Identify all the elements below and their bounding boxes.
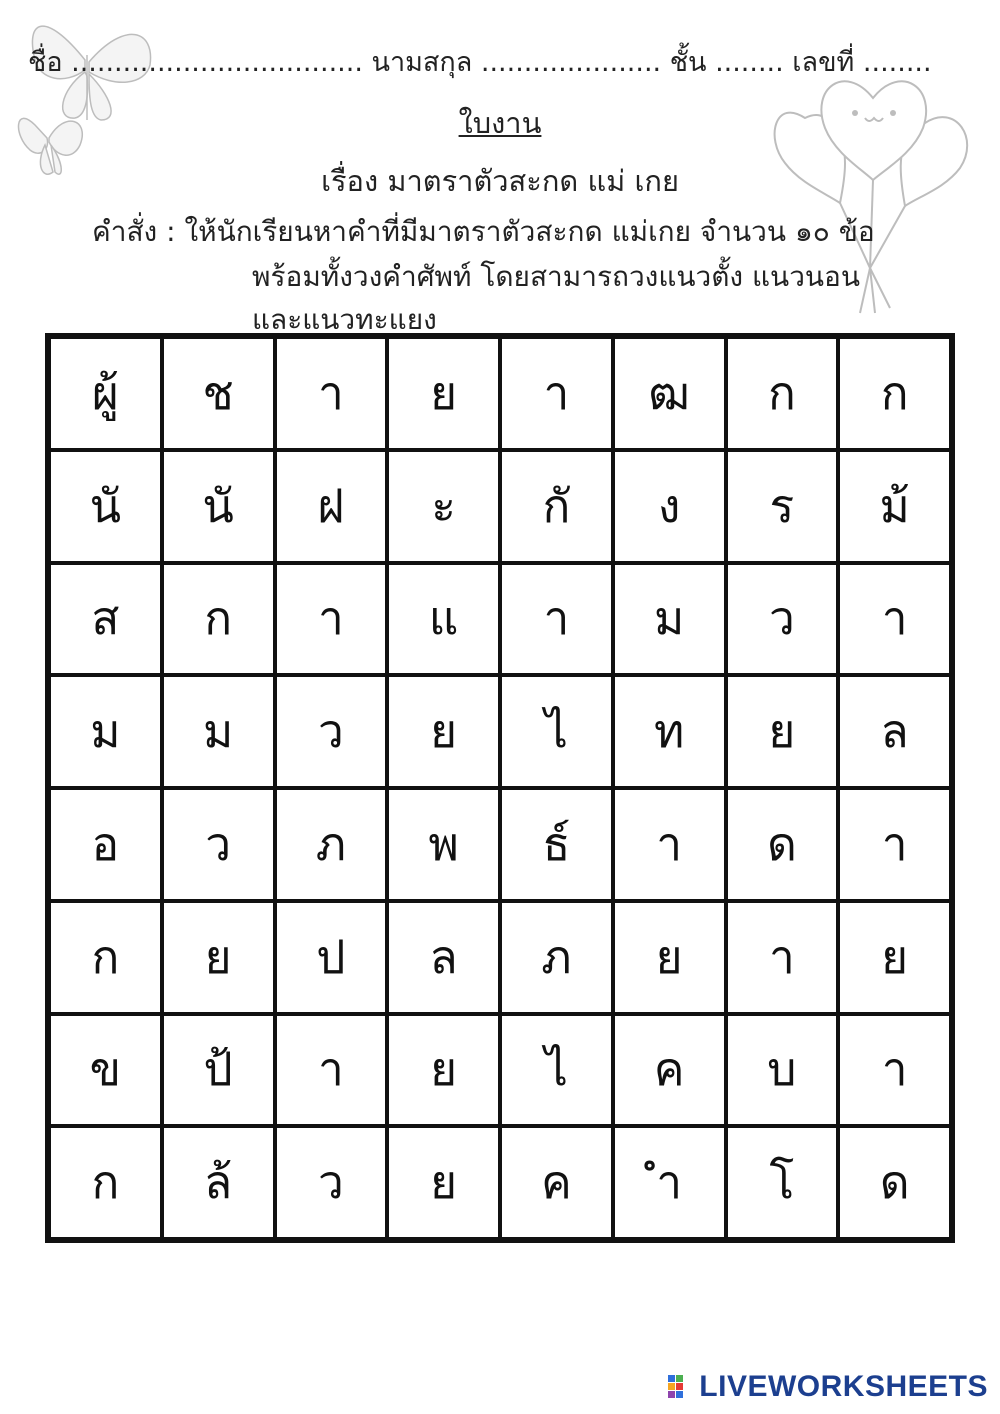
grid-cell[interactable]: า bbox=[613, 788, 726, 901]
grid-cell[interactable]: ป้ bbox=[162, 1014, 275, 1127]
grid-cell[interactable]: า bbox=[275, 337, 388, 450]
grid-cell[interactable]: ย bbox=[162, 901, 275, 1014]
brand-name: LIVEWORKSHEETS bbox=[699, 1370, 988, 1403]
grid-cell[interactable]: ข bbox=[49, 1014, 162, 1127]
grid-cell[interactable]: กั bbox=[500, 450, 613, 563]
grid-cell[interactable]: ป bbox=[275, 901, 388, 1014]
instruction-line-3: และแนวทะแยง bbox=[252, 303, 437, 336]
grid-cell[interactable]: ว bbox=[162, 788, 275, 901]
grid-cell[interactable]: ล้ bbox=[162, 1126, 275, 1239]
grid-cell[interactable]: ค bbox=[500, 1126, 613, 1239]
grid-cell[interactable]: ย bbox=[387, 1014, 500, 1127]
grid-cell[interactable]: า bbox=[275, 563, 388, 676]
grid-cell[interactable]: า bbox=[838, 563, 951, 676]
grid-cell[interactable]: ว bbox=[275, 675, 388, 788]
grid-cell[interactable]: า bbox=[838, 788, 951, 901]
grid-cell[interactable]: า bbox=[500, 563, 613, 676]
grid-cell[interactable]: ว bbox=[726, 563, 839, 676]
grid-cell[interactable]: า bbox=[726, 901, 839, 1014]
grid-cell[interactable]: นั bbox=[49, 450, 162, 563]
grid-cell[interactable]: แ bbox=[387, 563, 500, 676]
grid-cell[interactable]: อ bbox=[49, 788, 162, 901]
page-title: ใบงาน bbox=[458, 106, 542, 140]
grid-cell[interactable]: ล bbox=[387, 901, 500, 1014]
grid-cell[interactable]: า bbox=[275, 1014, 388, 1127]
grid-cell[interactable]: ล bbox=[838, 675, 951, 788]
grid-cell[interactable]: ฒ bbox=[613, 337, 726, 450]
grid-cell[interactable]: ว bbox=[275, 1126, 388, 1239]
grid-cell[interactable]: บ bbox=[726, 1014, 839, 1127]
student-info-line: ชื่อ .................................. นามสกุล ..................... ชั้น ........ เลขที่ ........ bbox=[28, 47, 932, 78]
grid-cell[interactable]: ไ bbox=[500, 1014, 613, 1127]
grid-cell[interactable]: ช bbox=[162, 337, 275, 450]
grid-cell[interactable]: โ bbox=[726, 1126, 839, 1239]
grid-cell[interactable]: ภ bbox=[275, 788, 388, 901]
grid-cell[interactable]: ร bbox=[726, 450, 839, 563]
instruction-line-1: คำสั่ง : ให้นักเรียนหาคำที่มีมาตราตัวสะกด แม่เกย จำนวน ๑๐ ข้อ bbox=[92, 215, 875, 248]
grid-cell[interactable]: ฝ bbox=[275, 450, 388, 563]
grid-cell[interactable]: นั bbox=[162, 450, 275, 563]
grid-cell[interactable]: ำ bbox=[613, 1126, 726, 1239]
grid-cell[interactable]: ก bbox=[838, 337, 951, 450]
grid-cell[interactable]: ก bbox=[726, 337, 839, 450]
grid-cell[interactable]: ย bbox=[838, 901, 951, 1014]
grid-cell[interactable]: ง bbox=[613, 450, 726, 563]
grid-cell[interactable]: ก bbox=[162, 563, 275, 676]
grid-cell[interactable]: ท bbox=[613, 675, 726, 788]
grid-cell[interactable]: ผู้ bbox=[49, 337, 162, 450]
grid-cell[interactable]: ไ bbox=[500, 675, 613, 788]
subject-heading: เรื่อง มาตราตัวสะกด แม่ เกย bbox=[321, 164, 679, 198]
grid-cell[interactable]: พ bbox=[387, 788, 500, 901]
grid-cell[interactable]: ด bbox=[838, 1126, 951, 1239]
grid-cell[interactable]: ส bbox=[49, 563, 162, 676]
grid-cell[interactable]: ย bbox=[387, 1126, 500, 1239]
grid-cell[interactable]: ย bbox=[726, 675, 839, 788]
grid-cell[interactable]: า bbox=[500, 337, 613, 450]
grid-cell[interactable]: ะ bbox=[387, 450, 500, 563]
grid-cell[interactable]: ม bbox=[49, 675, 162, 788]
grid-cell[interactable]: ภ bbox=[500, 901, 613, 1014]
liveworksheets-logo-icon bbox=[667, 1374, 693, 1400]
grid-cell[interactable]: ก bbox=[49, 1126, 162, 1239]
grid-cell[interactable]: ย bbox=[387, 337, 500, 450]
grid-cell[interactable]: ด bbox=[726, 788, 839, 901]
grid-cell[interactable]: ธ์ bbox=[500, 788, 613, 901]
grid-cell[interactable]: ม้ bbox=[838, 450, 951, 563]
brand-footer bbox=[667, 1370, 988, 1404]
instruction-line-2: พร้อมทั้งวงคำศัพท์ โดยสามารถวงแนวตั้ง แนวนอน bbox=[252, 260, 861, 293]
grid-cell[interactable]: ค bbox=[613, 1014, 726, 1127]
grid-cell[interactable]: ม bbox=[613, 563, 726, 676]
grid-cell[interactable]: ก bbox=[49, 901, 162, 1014]
word-search-grid bbox=[45, 333, 955, 1243]
grid-cell[interactable]: า bbox=[838, 1014, 951, 1127]
grid-cell[interactable]: ย bbox=[387, 675, 500, 788]
grid-cell[interactable]: ม bbox=[162, 675, 275, 788]
grid-cell[interactable]: ย bbox=[613, 901, 726, 1014]
